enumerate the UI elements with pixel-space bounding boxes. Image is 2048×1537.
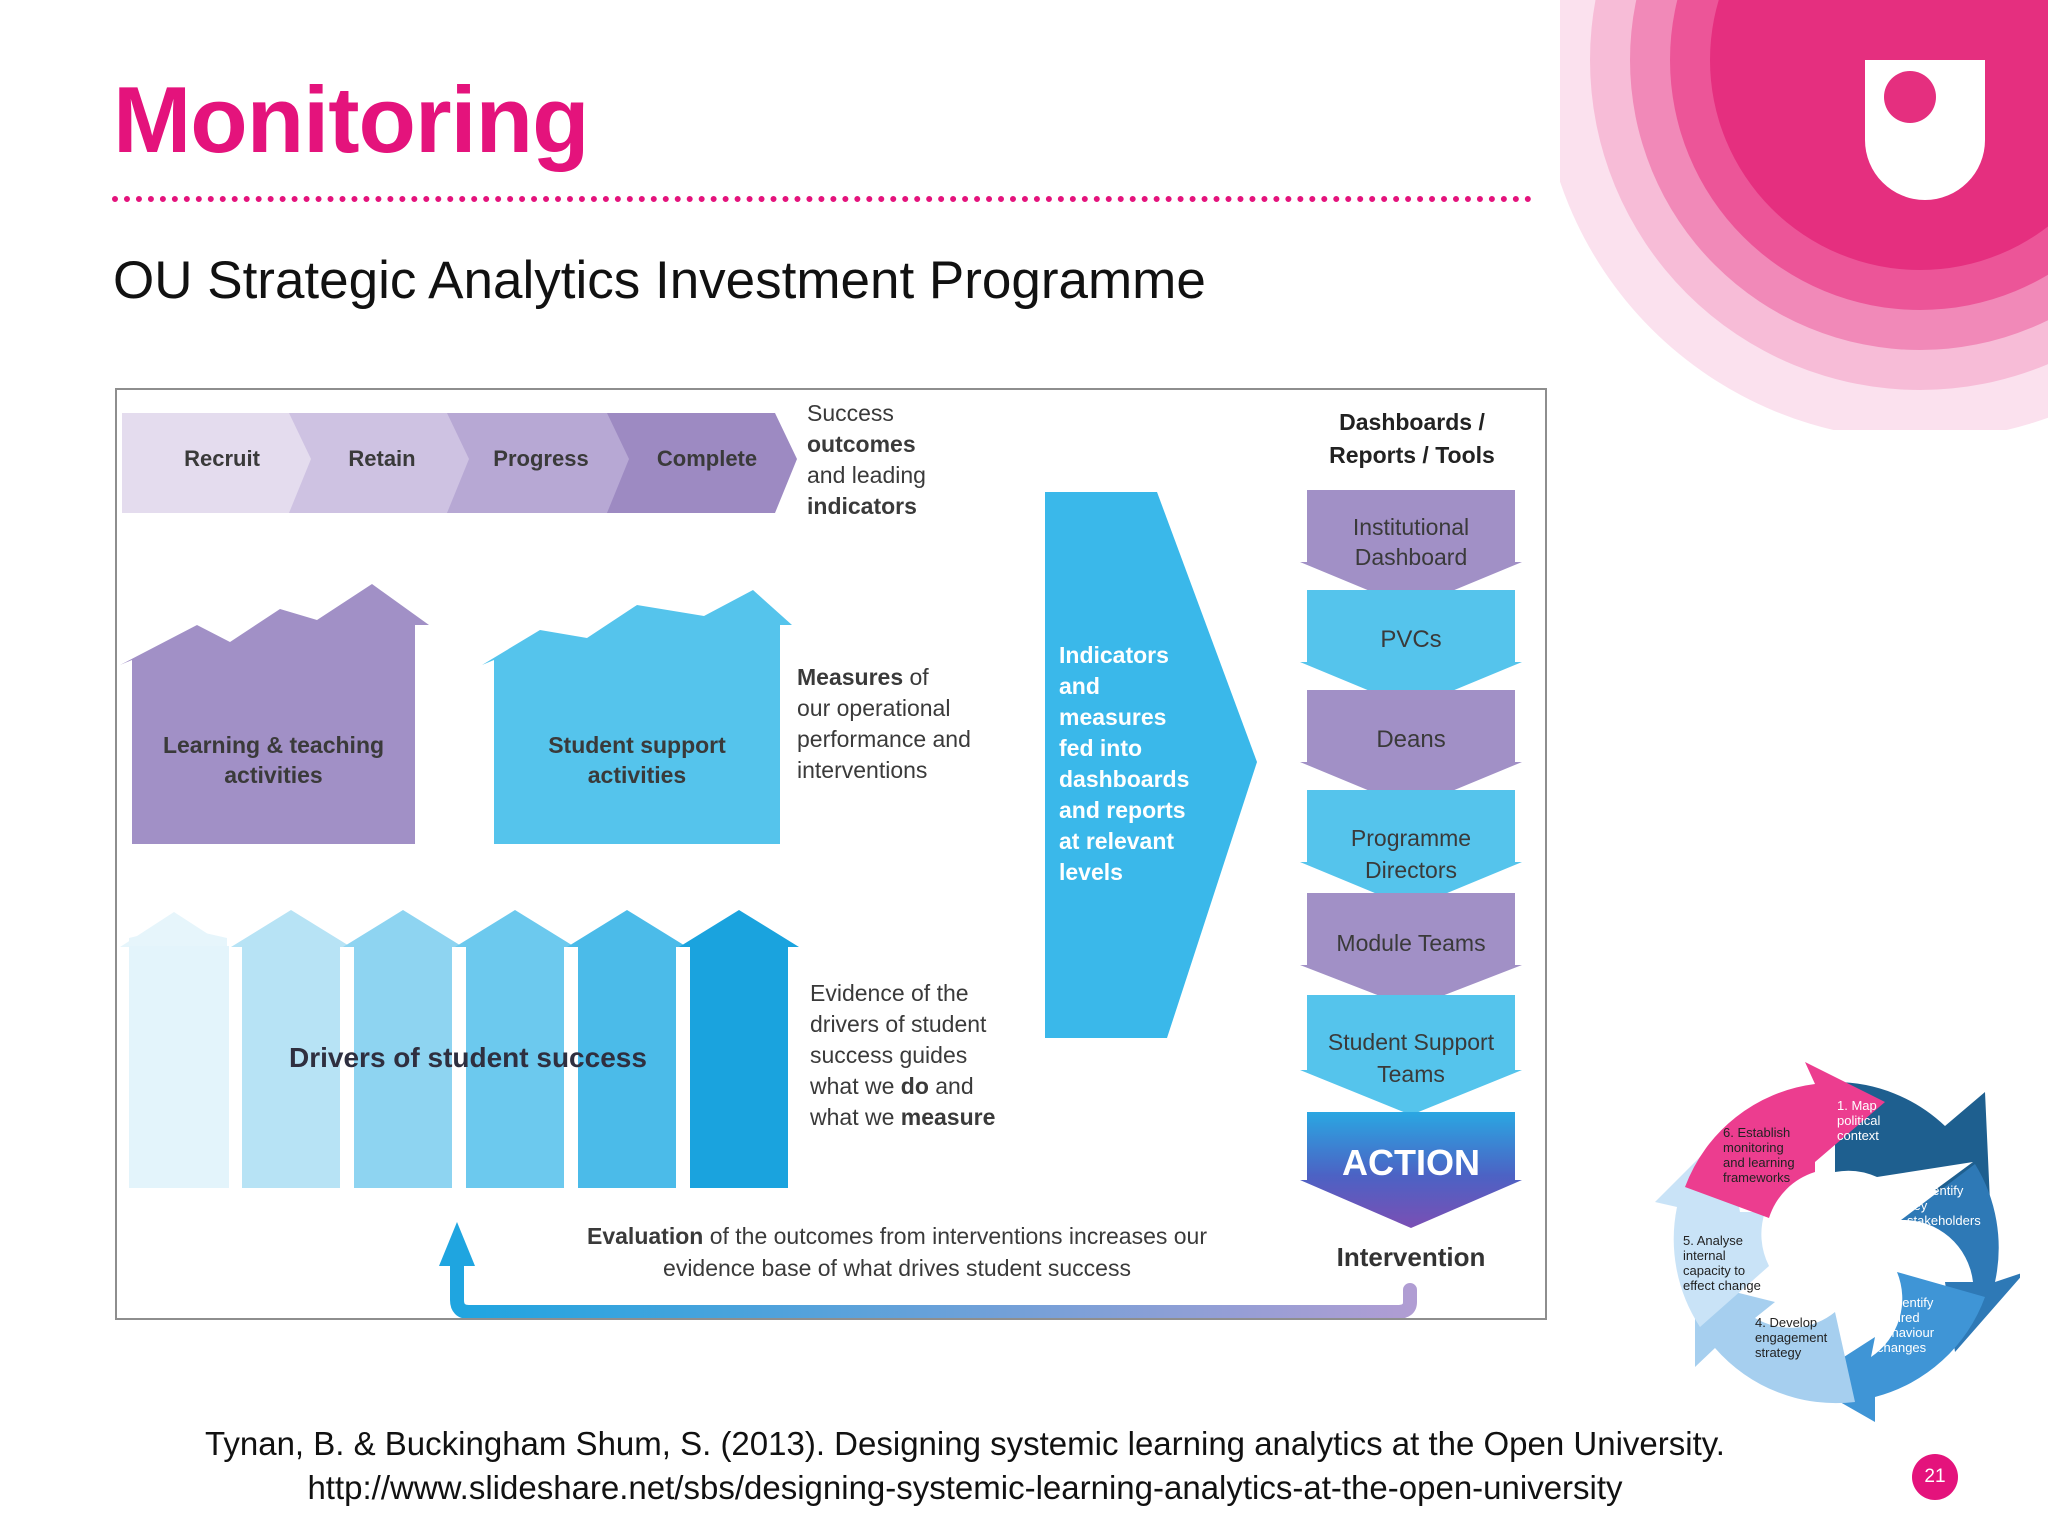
chevron-pvcs-label: PVCs xyxy=(1380,626,1442,653)
analytics-programme-diagram xyxy=(115,388,1547,1320)
chevron-module-label: Module Teams xyxy=(1336,930,1486,956)
student-support-shape xyxy=(482,590,792,844)
page-number-badge: 21 xyxy=(1912,1454,1958,1500)
indicators-arrow-label: Indicators and measures fed into dashboards and reports at relevant levels xyxy=(1059,642,1190,885)
cycle-step-5: 5. Analyse internal capacity to effect change xyxy=(1683,1233,1761,1293)
citation xyxy=(0,1422,1930,1510)
slide-title: Monitoring xyxy=(113,67,589,172)
chevron-student-support-label: Student Support Teams xyxy=(1327,1029,1495,1087)
measures-caption: Measures of our operational performance and interventions xyxy=(797,664,971,783)
citation-url[interactable]: http://www.slideshare.net/sbs/designing-systemic-learning-analytics-at-the-open-university xyxy=(307,1469,1623,1506)
cycle-step-4: 4. Develop engagement strategy xyxy=(1755,1315,1828,1360)
stage-progress-label: Progress xyxy=(493,446,589,471)
cycle-step-1: 1. Map political context xyxy=(1837,1098,1881,1143)
citation-text: Tynan, B. & Buckingham Shum, S. (2013). Designing systemic learning analytics at the Open University. xyxy=(205,1425,1725,1462)
dashboards-heading: Dashboards / Reports / Tools xyxy=(1329,409,1495,468)
stage-complete-label: Complete xyxy=(656,446,758,471)
cycle-diagram xyxy=(1645,1052,2020,1422)
ou-logo-icon xyxy=(1560,0,2048,430)
chevron-programme-label: Programme Directors xyxy=(1350,825,1472,883)
action-label: ACTION xyxy=(1342,1142,1480,1183)
stage-retain-label: Retain xyxy=(348,446,416,471)
slide-subtitle: OU Strategic Analytics Investment Programme xyxy=(113,251,1206,310)
student-support-label: Student support activities xyxy=(548,732,726,788)
cycle-step-2: 2. Identify key stakeholders xyxy=(1907,1183,1981,1228)
evaluation-caption: Evaluation of the outcomes from interventions increases our evidence base of what drives student success xyxy=(587,1223,1207,1281)
evidence-caption: Evidence of the drivers of student success guides what we do and what we measure xyxy=(810,980,996,1130)
chevron-deans-label: Deans xyxy=(1376,726,1446,753)
success-caption: Success outcomes and leading indicators xyxy=(807,400,926,519)
intervention-label: Intervention xyxy=(1336,1242,1486,1272)
chevron-institutional-label: Institutional Dashboard xyxy=(1352,514,1470,570)
drivers-label: Drivers of student success xyxy=(289,1042,647,1073)
title-divider xyxy=(112,196,1532,202)
stage-recruit-label: Recruit xyxy=(184,446,260,471)
learning-teaching-label: Learning & teaching activities xyxy=(162,732,385,788)
cycle-step-6: 6. Establish monitoring and learning frameworks xyxy=(1723,1125,1795,1185)
learning-teaching-shape xyxy=(120,584,429,844)
cycle-step-3: 3. Identify desired behaviour changes xyxy=(1877,1295,1935,1355)
